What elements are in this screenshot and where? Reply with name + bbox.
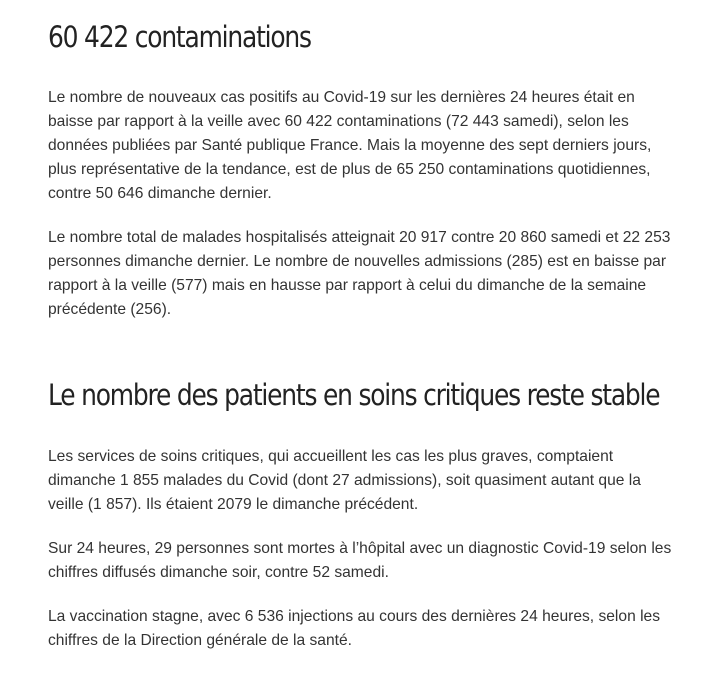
paragraph-deaths: Sur 24 heures, 29 personnes sont mortes à l’hôpital avec un diagnostic Covid-19 selon les chiffres diffusés dimanche soir, contre 52 samedi. [48, 540, 672, 581]
section-heading-critical-care: Le nombre des patients en soins critiques reste stable [48, 378, 660, 412]
paragraph-critical-care: Les services de soins critiques, qui accueillent les cas les plus graves, comptaient dimanche 1 855 malades du Covid (dont 27 admissions), soit quasiment autant que la veille (1 857). Ils étaient 2079 le dimanche précédent. [48, 448, 641, 513]
paragraph-vaccination: La vaccination stagne, avec 6 536 injections au cours des dernières 24 heures, selon les chiffres de la Direction générale de la santé. [48, 608, 661, 649]
paragraph-hospitalisations: Le nombre total de malades hospitalisés atteignait 20 917 contre 20 860 samedi et 22 253 personnes dimanche dernier. Le nombre de nouvelles admissions (285) est en baisse par rapport à la veille (577) mais en hausse par rapport à celui du dimanche de la semaine précédente (256). [48, 229, 671, 318]
paragraph-new-cases: Le nombre de nouveaux cas positifs au Covid-19 sur les dernières 24 heures était en baisse par rapport à la veille avec 60 422 contaminations (72 443 samedi), selon les données publiées par Santé publique France. Mais la moyenne des sept derniers jours, plus représentative de la tendance, est de plus de 65 250 contaminations quotidiennes, contre 50 646 dimanche dernier. [48, 89, 652, 202]
section-heading-contaminations: 60 422 contaminations [48, 20, 311, 54]
